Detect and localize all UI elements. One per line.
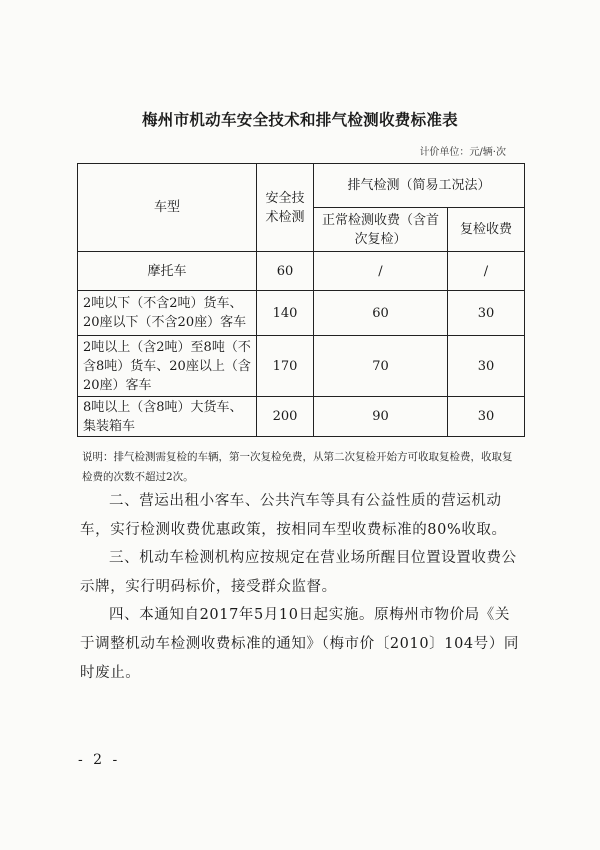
cell-vehicle-type: 8吨以上（含8吨）大货车、集装箱车 bbox=[78, 397, 257, 437]
paragraph-item-3: 三、机动车检测机构应按规定在营业场所醒目位置设置收费公示牌，实行明码标价，接受群众监督。 bbox=[80, 550, 517, 595]
cell-normal-fee: / bbox=[314, 252, 448, 291]
cell-vehicle-type: 摩托车 bbox=[78, 252, 257, 291]
document-title: 梅州市机动车安全技术和排气检测收费标准表 bbox=[141, 111, 458, 129]
cell-normal-fee: 70 bbox=[314, 336, 448, 397]
cell-safety-fee: 140 bbox=[257, 291, 314, 336]
header-emission-inspection: 排气检测（简易工况法） bbox=[314, 164, 525, 208]
paragraph-item-2: 二、营运出租小客车、公共汽车等具有公益性质的营运机动车，实行检测收费优惠政策，按相同车型收费标准的80%收取。 bbox=[80, 493, 507, 538]
cell-recheck-fee: / bbox=[448, 252, 525, 291]
cell-vehicle-type: 2吨以上（含2吨）至8吨（不含8吨）货车、20座以上（含20座）客车 bbox=[78, 336, 257, 397]
cell-safety-fee: 60 bbox=[257, 252, 314, 291]
table-row bbox=[78, 336, 525, 397]
cell-vehicle-type: 2吨以下（不含2吨）货车、20座以下（不含20座）客车 bbox=[78, 291, 257, 336]
table-row bbox=[78, 291, 525, 336]
table-row bbox=[78, 397, 525, 437]
paragraph-item-4: 四、本通知自2017年5月10日起实施。原梅州市物价局《关于调整机动车检测收费标准的通知》（梅市价〔2010〕104号）同时废止。 bbox=[80, 607, 520, 681]
page-number: - 2 - bbox=[78, 752, 121, 768]
header-safety-inspection: 安全技术检测 bbox=[257, 164, 314, 252]
fee-table bbox=[77, 163, 525, 437]
cell-safety-fee: 200 bbox=[257, 397, 314, 437]
cell-recheck-fee: 30 bbox=[448, 397, 525, 437]
cell-recheck-fee: 30 bbox=[448, 336, 525, 397]
pricing-unit: 计价单位：元/辆·次 bbox=[419, 147, 506, 158]
table-row bbox=[78, 252, 525, 291]
header-normal-fee: 正常检测收费（含首次复检） bbox=[314, 208, 448, 252]
header-vehicle-type: 车型 bbox=[78, 164, 257, 252]
cell-normal-fee: 60 bbox=[314, 291, 448, 336]
cell-safety-fee: 170 bbox=[257, 336, 314, 397]
table-note: 说明：排气检测需复检的车辆，第一次复检免费，从第二次复检开始方可收取复检费，收取复检费的次数不超过2次。 bbox=[82, 451, 513, 483]
cell-recheck-fee: 30 bbox=[448, 291, 525, 336]
header-recheck-fee: 复检收费 bbox=[448, 208, 525, 252]
cell-normal-fee: 90 bbox=[314, 397, 448, 437]
